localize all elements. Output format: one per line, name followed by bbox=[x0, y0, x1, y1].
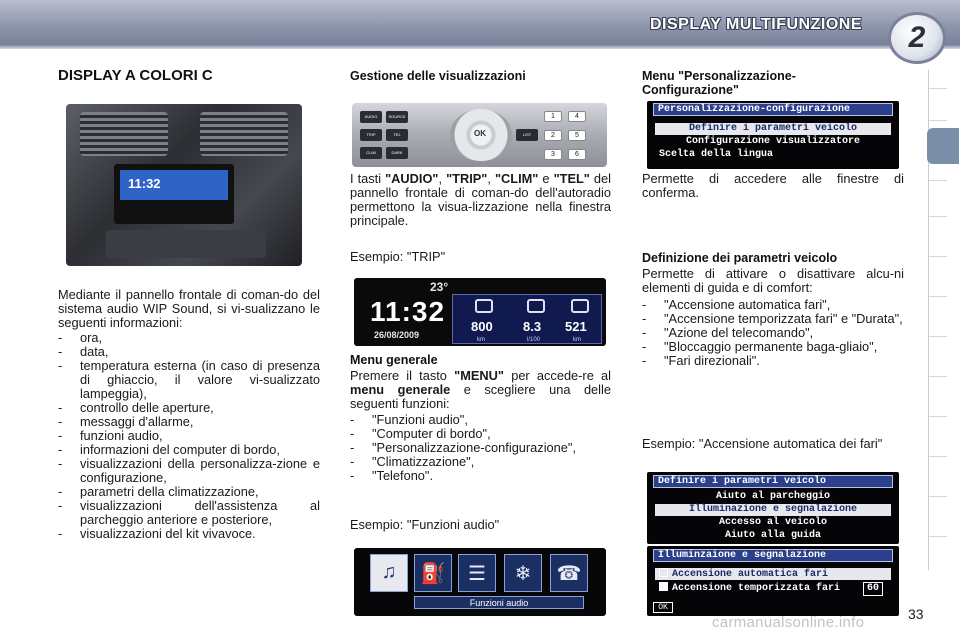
chapter-tab-active[interactable] bbox=[927, 128, 959, 164]
climate-tile bbox=[504, 554, 542, 592]
preset-button-3: 3 bbox=[544, 149, 562, 160]
menu-paragraph bbox=[350, 369, 611, 411]
text-span: e scegliere una delle seguenti funzioni: bbox=[350, 382, 611, 411]
preset-button-2: 2 bbox=[544, 130, 562, 141]
vehicle-params-list bbox=[642, 298, 904, 368]
list-item: - informazioni del computer di bordo, bbox=[58, 443, 320, 457]
example-trip-label: Esempio: "TRIP" bbox=[350, 249, 446, 264]
settings-tile bbox=[458, 554, 496, 592]
trip-consumption-value: 8.3 bbox=[523, 319, 542, 334]
trip-computer-screen bbox=[354, 278, 606, 346]
display-clock: 11:32 bbox=[128, 176, 161, 191]
list-item: - visualizzazioni della personalizza-zione e configurazione, bbox=[58, 457, 320, 485]
list-item: - "Personalizzazione-configurazione", bbox=[350, 441, 614, 455]
panel-button-dark: DARK bbox=[386, 147, 408, 159]
air-vent-right bbox=[200, 112, 288, 156]
dashboard-photo bbox=[66, 104, 302, 266]
lcd-row-selected: Illuminazione e segnalazione bbox=[655, 504, 891, 516]
lcd-title: Personalizzazione-configurazione bbox=[653, 103, 893, 116]
general-menu-screen bbox=[354, 548, 606, 616]
list-item: - visualizzazioni dell'assistenza al parcheggio anteriore e posteriore, bbox=[58, 499, 320, 527]
fuel-pump-icon: ⛽ bbox=[420, 563, 446, 585]
example-fari-label: Esempio: "Accensione automatica dei fari" bbox=[642, 436, 883, 451]
section-title-definizione: Definizione dei parametri veicolo bbox=[642, 251, 838, 265]
phone-icon: ☎ bbox=[556, 563, 582, 585]
page-header-title: DISPLAY MULTIFUNZIONE bbox=[650, 16, 862, 33]
menu-caption: Funzioni audio bbox=[414, 596, 584, 609]
list-item: - "Bloccaggio permanente baga-gliaio", bbox=[642, 340, 904, 354]
preset-button-1: 1 bbox=[544, 111, 562, 122]
music-note-icon: ♫ bbox=[381, 561, 397, 583]
header-shadow bbox=[0, 44, 960, 49]
key-menu: "MENU" bbox=[454, 368, 504, 383]
preset-button-6: 6 bbox=[568, 149, 586, 160]
chapter-number: 2 bbox=[908, 21, 926, 54]
list-item: - messaggi d'allarme, bbox=[58, 415, 320, 429]
section-title-display-colori: DISPLAY A COLORI C bbox=[58, 67, 213, 84]
tab-divider bbox=[929, 120, 947, 121]
section-title-menu-generale: Menu generale bbox=[350, 353, 438, 367]
flag-distance-icon bbox=[571, 299, 589, 313]
trip-date: 26/08/2009 bbox=[374, 330, 420, 340]
list-item: - "Fari direzionali". bbox=[642, 354, 904, 368]
list-item: - "Azione del telecomando", bbox=[642, 326, 904, 340]
car-range-icon bbox=[475, 299, 493, 313]
key-tel: "TEL" bbox=[553, 171, 590, 186]
tab-divider bbox=[929, 256, 947, 257]
panel-button-source: SOURCE bbox=[386, 111, 408, 123]
tab-divider bbox=[929, 536, 947, 537]
front-panel-photo bbox=[352, 103, 607, 167]
trip-computer-tile bbox=[414, 554, 452, 592]
tab-divider bbox=[929, 456, 947, 457]
text-span: I tasti bbox=[350, 171, 382, 186]
list-item: - "Climatizzazione", bbox=[350, 455, 614, 469]
lighting-settings-screen bbox=[647, 546, 899, 616]
chapter-tabs bbox=[928, 70, 950, 570]
fuel-consumption-icon bbox=[527, 299, 545, 313]
audio-function-tile bbox=[370, 554, 408, 592]
navigation-ring bbox=[450, 109, 512, 161]
lcd-row: Accesso al veicolo bbox=[718, 517, 828, 528]
list-item: - funzioni audio, bbox=[58, 429, 320, 443]
lcd-row: Configurazione visualizzatore bbox=[685, 136, 861, 147]
panel-button-clim: CLIM bbox=[360, 147, 382, 159]
list-item: - "Telefono". bbox=[350, 469, 614, 483]
list-item: - "Accensione automatica fari", bbox=[642, 298, 904, 312]
panel-button-tel: TEL bbox=[386, 129, 408, 141]
vehicle-params-screen bbox=[647, 472, 899, 544]
list-item: - ora, bbox=[58, 331, 320, 345]
text-span: del pannello frontale di coman-do dell'autoradio permettono la visua-lizzazione nella finestra principale. bbox=[350, 171, 611, 228]
panel-button-trip: TRIP bbox=[360, 129, 382, 141]
lcd-title: Definire i parametri veicolo bbox=[653, 475, 893, 488]
tab-divider bbox=[929, 496, 947, 497]
text-span: e bbox=[542, 171, 550, 186]
tab-divider bbox=[929, 416, 947, 417]
chapter-badge bbox=[888, 12, 946, 64]
menu-function-list bbox=[350, 413, 614, 483]
lcd-row-selected: Definire i parametri veicolo bbox=[655, 123, 891, 135]
definition-paragraph: Permette di attivare o disattivare alcu-ni elementi di guida e di comfort: bbox=[642, 266, 904, 295]
panel-button-list: LIST bbox=[516, 129, 538, 141]
key-clim: "CLIM" bbox=[494, 171, 539, 186]
tab-divider bbox=[929, 88, 947, 89]
lcd-row: Aiuto alla guida bbox=[724, 530, 821, 541]
tab-divider bbox=[929, 296, 947, 297]
lcd-row bbox=[655, 582, 891, 594]
watermark: carmanualsonline.info bbox=[712, 614, 865, 631]
trip-clock: 11:32 bbox=[370, 296, 446, 327]
trip-distance-unit: km bbox=[573, 337, 581, 343]
left-intro-paragraph: Mediante il pannello frontale di coman-do del sistema audio WIP Sound, si vi-sualizzano le seguenti informazioni: bbox=[58, 287, 320, 330]
lcd-title: Illuminzaione e segnalazione bbox=[653, 549, 893, 562]
snowflake-icon: ❄ bbox=[514, 563, 532, 585]
trip-distance-value: 521 bbox=[565, 319, 587, 334]
key-trip: "TRIP" bbox=[446, 171, 488, 186]
duration-value: 60 bbox=[863, 582, 883, 596]
list-item: - data, bbox=[58, 345, 320, 359]
keys-paragraph: I tasti "AUDIO", "TRIP", "CLIM" e "TEL" del pannello frontale di coman-do dell'autoradio permettono la visua-lizzazione nella finestra principale. bbox=[350, 171, 611, 228]
tab-divider bbox=[929, 180, 947, 181]
checkbox-checked-icon bbox=[659, 582, 668, 591]
lcd-row-selected bbox=[655, 568, 891, 580]
text-span: per accede-re al bbox=[511, 368, 611, 383]
left-info-list bbox=[58, 331, 320, 541]
example-audio-label: Esempio: "Funzioni audio" bbox=[350, 517, 500, 532]
color-display bbox=[120, 170, 228, 200]
tab-divider bbox=[929, 216, 947, 217]
telephone-tile bbox=[550, 554, 588, 592]
section-title-personalizzazione: Menu "Personalizzazione-Configurazione" bbox=[642, 69, 796, 97]
key-audio: "AUDIO" bbox=[385, 171, 439, 186]
checkbox-icon bbox=[659, 568, 668, 577]
list-item: - "Computer di bordo", bbox=[350, 427, 614, 441]
lcd-row-label: Accensione automatica fari bbox=[672, 569, 829, 580]
outside-temperature: 23° bbox=[430, 280, 449, 294]
list-item: - parametri della climatizzazione, bbox=[58, 485, 320, 499]
trip-data-panel bbox=[452, 294, 602, 344]
personalization-menu-screen bbox=[647, 101, 899, 169]
lcd-row: Scelta della lingua bbox=[659, 149, 774, 160]
storage-tray bbox=[106, 230, 266, 258]
text-span: Premere il tasto bbox=[350, 368, 447, 383]
panel-button-audio: AUDIO bbox=[360, 111, 382, 123]
panel-ok-label: OK bbox=[474, 129, 486, 138]
tab-divider bbox=[929, 336, 947, 337]
lcd-row-label: Accensione temporizzata fari bbox=[672, 583, 841, 594]
list-item: - "Accensione temporizzata fari" e "Durata", bbox=[642, 312, 904, 326]
air-vent-left bbox=[80, 112, 168, 156]
list-item: - "Funzioni audio", bbox=[350, 413, 614, 427]
menu-generale-bold: menu generale bbox=[350, 382, 451, 397]
list-item: - visualizzazioni del kit vivavoce. bbox=[58, 527, 320, 541]
ok-button: OK bbox=[653, 602, 673, 613]
list-item: - controllo delle aperture, bbox=[58, 401, 320, 415]
trip-range-value: 800 bbox=[471, 319, 493, 334]
page-number: 33 bbox=[908, 606, 924, 622]
list-item: - temperatura esterna (in caso di presenza di ghiaccio, il valore vi-sualizzato lampeggia), bbox=[58, 359, 320, 401]
preset-button-5: 5 bbox=[568, 130, 586, 141]
section-title-gestione: Gestione delle visualizzazioni bbox=[350, 69, 526, 83]
trip-range-unit: km bbox=[477, 337, 485, 343]
sliders-icon: ☰ bbox=[468, 563, 486, 585]
right-confirm-paragraph: Permette di accedere alle finestre di conferma. bbox=[642, 171, 904, 200]
lcd-row: Aiuto al parcheggio bbox=[715, 491, 831, 502]
preset-button-4: 4 bbox=[568, 111, 586, 122]
trip-consumption-unit: l/100 bbox=[527, 337, 541, 343]
tab-divider bbox=[929, 376, 947, 377]
